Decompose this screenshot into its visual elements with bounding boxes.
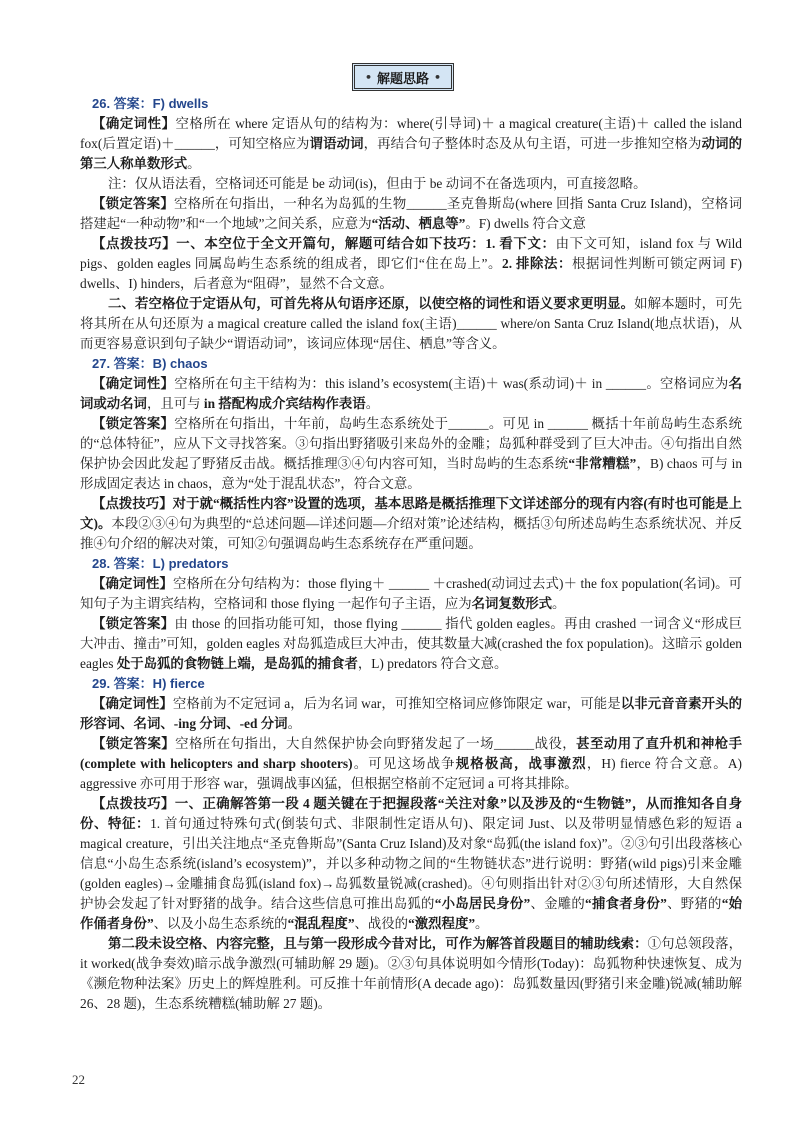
emphasis-text: 谓语动词	[309, 136, 364, 151]
emphasis-text: 名词复数形式	[471, 596, 553, 611]
emphasis-text: “捕食者身份”	[585, 896, 667, 911]
emphasis-text: 【点拨技巧】对于就“概括性内容”设置的选项，基本思路是概括推理下文详述部分的现有内容(有时也可能是上文)。	[80, 496, 742, 531]
emphasis-text: 【锁定答案】	[92, 196, 175, 211]
body-text: 、以及小岛生态系统的	[153, 916, 288, 931]
bullet-icon: •	[434, 70, 442, 84]
explanation-paragraph	[80, 734, 742, 794]
emphasis-text: 名词或动名词	[80, 376, 743, 411]
emphasis-text: “始作俑者身份”	[80, 896, 743, 931]
body-text: 由下文可知，island fox 与 Wild pigs、golden eagles 同属岛屿生态系统的组成者，即它们“住在岛上”。	[80, 236, 742, 271]
body-text: ，L) predators 符合文意。	[357, 656, 508, 671]
answer-heading: 26. 答案：F) dwells	[92, 96, 209, 111]
body-text: ，H) fierce 符合文意。A) aggressive 亦可用于形容 war，强调战事凶猛，但根据空格前不定冠词 a 可将其排除。	[80, 756, 743, 791]
emphasis-text: 第二段未设空格、内容完整，且与第一段形成今昔对比，可作为解答首段题目的辅助线索：	[108, 936, 648, 951]
body-text: 空格所在句指出，大自然保护协会向野猪发起了一场______战役，	[175, 736, 577, 751]
bullet-icon: •	[364, 70, 372, 84]
emphasis-text: 【点拨技巧】一、正确解答第一段 4 题关键在于把握段落“关注对象”以及涉及的“生物链”，从而推知各自身份、特征：	[80, 796, 742, 831]
emphasis-text: “小岛居民身份”	[434, 896, 531, 911]
body-text: 空格前为不定冠词 a，后为名词 war，可推知空格词应修饰限定 war，可能是	[172, 696, 621, 711]
emphasis-text: “混乱程度”	[287, 916, 355, 931]
body-text: 。	[475, 916, 489, 931]
emphasis-text: 以非元音音素开头的形容词、名词、-ing 分词、-ed 分词	[80, 696, 742, 731]
body-text: 。	[552, 596, 566, 611]
emphasis-text: “非常糟糕”	[568, 456, 637, 471]
explanation-paragraph	[80, 194, 742, 234]
body-text: 注：仅从语法看，空格词还可能是 be 动词(is)，但由于 be 动词不在备选项内，可直接忽略。	[108, 176, 647, 191]
body-text: 。	[187, 156, 201, 171]
explanation-paragraph	[80, 694, 742, 734]
body-text: 空格所在句指出，一种名为岛狐的生物______圣克鲁斯岛(where 回指 Santa Cruz Island)，空格词搭建起“一种动物”和“一个地域”之间关系，应意为	[80, 196, 742, 231]
explanation-body	[80, 94, 742, 1014]
emphasis-text: 二、若空格位于定语从句，可首先将从句语序还原，以使空格的词性和语义要求更明显。	[108, 296, 635, 311]
note-paragraph	[80, 934, 742, 1014]
body-text: ，且可与	[146, 396, 204, 411]
body-text: 由 those 的回指功能可知，those flying ______ 指代 golden eagles。再由 crashed 一词含义“形成巨大冲击、撞击”可知，golden eagles 对岛狐造成巨大冲击，使其数量大减(crashed the fox population)。这暗示 golden eagles	[80, 616, 742, 671]
emphasis-text: 规格极高，战事激烈	[455, 756, 587, 771]
answer-heading: 29. 答案：H) fierce	[92, 676, 205, 691]
body-text: ，B) chaos 可与 in 形成固定表达 in chaos，意为“处于混乱状态”，符合文意。	[80, 456, 743, 491]
body-text: 。F) dwells 符合文意	[465, 216, 586, 231]
explanation-paragraph	[80, 114, 742, 174]
emphasis-text: “激烈程度”	[408, 916, 476, 931]
emphasis-text: 【锁定答案】	[92, 736, 176, 751]
emphasis-text: “活动、栖息等”	[371, 216, 466, 231]
body-text: 本段②③④句为典型的“总述问题—详述问题—介绍对策”论述结构，概括③句所述岛屿生态系统状况、并反推④句介绍的解决对策，可知②句强调岛屿生态系统存在严重问题。	[80, 516, 742, 551]
emphasis-text: 【确定词性】	[92, 376, 175, 391]
body-text: 空格所在句主干结构为：this island’s ecosystem(主语)＋ was(系动词)＋ in ______。空格词应为	[174, 376, 729, 391]
explanation-paragraph	[80, 614, 742, 674]
emphasis-text: 【锁定答案】	[92, 616, 175, 631]
note-paragraph	[80, 294, 742, 354]
note-paragraph	[80, 174, 742, 194]
emphasis-text: 【确定词性】	[92, 116, 176, 131]
body-text: 、金雕的	[530, 896, 586, 911]
body-text: 。可见这场战争	[352, 756, 456, 771]
body-text: 。	[287, 716, 301, 731]
body-text: 、战役的	[354, 916, 409, 931]
section-header-box	[352, 63, 454, 91]
answer-heading: 27. 答案：B) chaos	[92, 356, 208, 371]
body-text: 空格所在分句结构为：those flying＋ ______ ＋crashed(动词过去式)＋ the fox population(名词)。可知句子为主谓宾结构，空格词和 those flying 一起作句子主语，应为	[80, 576, 742, 611]
emphasis-text: 动词的第三人称单数形式	[80, 136, 743, 171]
explanation-paragraph	[80, 794, 742, 934]
emphasis-text: 【锁定答案】	[92, 416, 175, 431]
emphasis-text: 【确定词性】	[92, 576, 174, 591]
explanation-paragraph	[80, 374, 742, 414]
body-text: 根据词性判断可锁定两词 F) dwells、I) hinders，后者意为“阻碍”，显然不合文意。	[80, 256, 742, 291]
page-number: 22	[72, 1072, 85, 1087]
body-text: 。	[365, 396, 380, 411]
emphasis-text: 【点拨技巧】一、本空位于全文开篇句，解题可结合如下技巧：1. 看下文：	[92, 236, 556, 251]
answer-heading: 28. 答案：L) predators	[92, 556, 229, 571]
explanation-paragraph	[80, 574, 742, 614]
emphasis-text: 甚至动用了直升机和神枪手(complete with helicopters and sharp shooters)	[80, 736, 743, 771]
emphasis-text: 2. 排除法：	[502, 256, 573, 271]
body-text: 空格所在句指出，十年前，岛屿生态系统处于______。可见 in ______ 概括十年前岛屿生态系统的“总体特征”，应从下文寻找答案。③句指出野猪吸引来岛外的金雕；岛狐种群受到了巨大冲击。④句指出自然保护协会因此发起了野猪反击战。概括推理③④句内容可知，当时岛屿的生态系统	[80, 416, 743, 471]
explanation-paragraph	[80, 414, 742, 494]
body-text: ，再结合句子整体时态及从句主语，可进一步推知空格为	[363, 136, 702, 151]
explanation-paragraph	[80, 234, 742, 294]
body-text: 空格所在 where 定语从句的结构为：where(引导词)＋ a magical creature(主语)＋ called the island fox(后置定语)＋______，可知空格应为	[80, 116, 742, 151]
body-text: ①句总领段落，it worked(战争奏效)暗示战争激烈(可辅助解 29 题)。②③句具体说明如今情形(Today)：岛狐物种快速恢复、成为《濒危物种法案》历史上的辉煌胜利。可反推十年前情形(A decade ago)：岛狐数量因(野猪引来金雕)锐减(辅助解 26、28 题)，生态系统糟糕(辅助解 27 题)。	[80, 936, 743, 1011]
body-text: 如解本题时，可先将其所在从句还原为 a magical creature called the island fox(主语)______ where/on Santa Cruz Island(地点状语)，从而更容易意识到句子缺少“谓语动词”，该词应体现“居住、栖息”等含义。	[80, 296, 743, 351]
body-text: 1. 首句通过特殊句式(倒装句式、非限制性定语从句)、限定词 Just、以及带明显情感色彩的短语 a magical creature，引出关注地点“圣克鲁斯岛”(Santa Cruz Island)及对象“岛狐(the island fox)”。②③句引出段落核心信息“小岛生态系统(island’s ecosystem)”，并以多种动物之间的“生物链状态”进行说明：野猪(wild pigs)引来金雕(golden eagles)→金雕捕食岛狐(island fox)→岛狐数量锐减(crashed)。④句则指出针对②③句所述情形，大自然保护协会发起了针对野猪的战争。结合这些信息可推出岛狐的	[80, 816, 742, 911]
emphasis-text: in 搭配构成介宾结构作表语	[203, 396, 366, 411]
explanation-paragraph	[80, 494, 742, 554]
emphasis-text: 处于岛狐的食物链上端，是岛狐的捕食者	[116, 656, 358, 671]
body-text: 、野猪的	[666, 896, 722, 911]
emphasis-text: 【确定词性】	[92, 696, 173, 711]
section-title: 解题思路	[376, 71, 429, 87]
